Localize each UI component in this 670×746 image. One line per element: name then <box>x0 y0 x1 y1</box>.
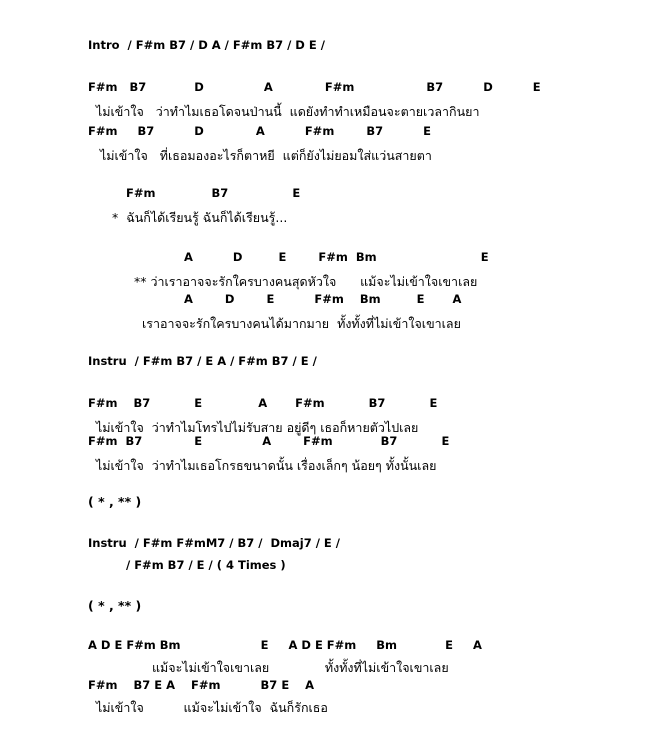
verse1-lyric-line-1: ไม่เข้าใจ ว่าทำไมเธอโดจนป่านนี้ แดยังทำทำเหมือนจะตายเวลากินยา <box>96 104 480 119</box>
verse1-lyric-line-2: ไม่เข้าใจ ที่เธอมองอะไรก็ตาหยี แต่ก็ยังไม่ยอมใส่แว่นสายตา <box>100 148 432 163</box>
verse2-chord-line-1: F#m B7 E A F#m B7 E <box>88 396 438 410</box>
outro-chord-line-1: A D E F#m Bm E A D E F#m Bm E A <box>88 638 482 652</box>
instrumental-line-3: / F#m B7 / E / ( 4 Times ) <box>126 558 286 572</box>
verse1-chord-line-1: F#m B7 D A F#m B7 D E <box>88 80 541 94</box>
chorus-doublestar-chord-line-2: A D E F#m Bm E A <box>184 292 462 306</box>
outro-chord-line-2: F#m B7 E A F#m B7 E A <box>88 678 315 692</box>
chorus-doublestar-chord-line-1: A D E F#m Bm E <box>184 250 489 264</box>
chorus-doublestar-lyric-line-2: เราอาจจะรักใครบางคนได้มากมาย ทั้งทั้งที่ไม่เข้าใจเขาเลย <box>142 316 461 331</box>
repeat-marker-1: ( * , ** ) <box>88 494 142 509</box>
verse2-chord-line-2: F#m B7 E A F#m B7 E <box>88 434 450 448</box>
chorus-star-lyric-line: * ฉันก็ได้เรียนรู้ ฉันก็ได้เรียนรู้... <box>112 210 288 225</box>
verse2-lyric-line-1: ไม่เข้าใจ ว่าทำไมโทรไปไม่รับสาย อยู่ดีๆ เธอก็หายตัวไปเลย <box>96 420 419 435</box>
verse1-chord-line-2: F#m B7 D A F#m B7 E <box>88 124 431 138</box>
intro-chord-line: Intro / F#m B7 / D A / F#m B7 / D E / <box>88 38 325 52</box>
outro-lyric-line-2: ไม่เข้าใจ แม้จะไม่เข้าใจ ฉันก็รักเธอ <box>96 700 328 715</box>
chorus-doublestar-lyric-line-1: ** ว่าเราอาจจะรักใครบางคนสุดหัวใจ แม้จะไม่เข้าใจเขาเลย <box>134 274 478 289</box>
outro-lyric-line-1: แม้จะไม่เข้าใจเขาเลย ทั้งทั้งที่ไม่เข้าใจเขาเลย <box>152 660 449 675</box>
instrumental-line-2: Instru / F#m F#mM7 / B7 / Dmaj7 / E / <box>88 536 340 550</box>
repeat-marker-2: ( * , ** ) <box>88 598 142 613</box>
instrumental-line-1: Instru / F#m B7 / E A / F#m B7 / E / <box>88 354 317 368</box>
chorus-star-chord-line: F#m B7 E <box>126 186 301 200</box>
verse2-lyric-line-2: ไม่เข้าใจ ว่าทำไมเธอโกรธขนาดนั้น เรื่องเล็กๆ น้อยๆ ทั้งนั้นเลย <box>96 458 437 473</box>
